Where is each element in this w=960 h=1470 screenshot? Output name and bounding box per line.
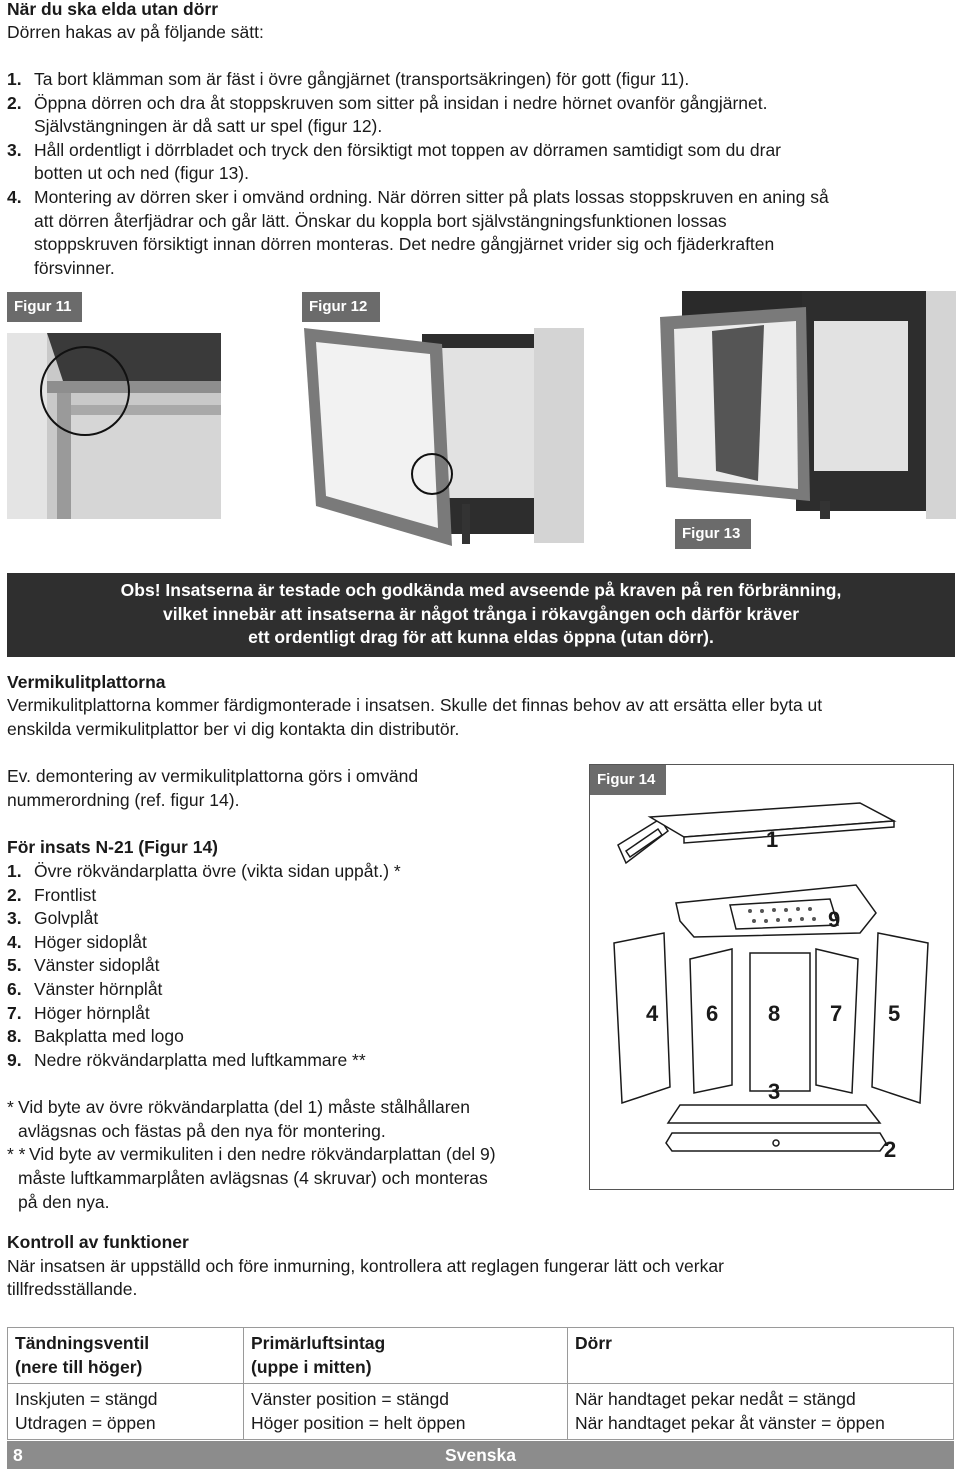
table-header-cell xyxy=(568,1328,954,1384)
step-text: botten ut och ned (figur 13). xyxy=(34,163,249,184)
header-line: (nere till höger) xyxy=(15,1356,143,1377)
parts-number: 1. xyxy=(7,861,22,881)
demontering-text: nummerordning (ref. figur 14). xyxy=(7,790,240,810)
cell-line: Utdragen = öppen xyxy=(15,1412,156,1433)
exploded-parts-diagram xyxy=(590,765,953,1189)
obs-line: Obs! Insatserna är testade och godkända med avseende på kraven på ren förbränning, xyxy=(120,580,842,600)
parts-number: 2. xyxy=(7,884,22,905)
parts-label: Höger sidoplåt xyxy=(34,931,147,952)
step-list xyxy=(0,68,960,283)
cell-line: När handtaget pekar åt vänster = öppen xyxy=(575,1412,885,1433)
vermikulit-text: enskilda vermikulitplattor ber vi dig kontakta din distributör. xyxy=(7,719,460,739)
intro-text: Dörren hakas av på följande sätt: xyxy=(7,22,264,42)
parts-number: 6. xyxy=(7,979,22,999)
parts-number: 9. xyxy=(7,1049,22,1070)
controls-table xyxy=(7,1327,954,1440)
figure-11-label: Figur 11 xyxy=(7,292,82,322)
vermikulit-heading: Vermikulitplattorna xyxy=(7,672,166,692)
step-number: 2. xyxy=(7,92,22,113)
figure-12-label: Figur 12 xyxy=(302,292,380,322)
vermikulit-text: Vermikulitplattorna kommer färdigmonterade i insatsen. Skulle det finnas behov av att ersätta eller byta ut xyxy=(7,695,823,715)
parts-label: Frontlist xyxy=(34,884,97,905)
parts-label: Höger hörnplåt xyxy=(34,1002,150,1023)
step-text: Ta bort klämman som är fäst i övre gångjärnet (transportsäkringen) för gott (figur 11). xyxy=(34,69,690,89)
step-number: 4. xyxy=(7,187,22,207)
demontering-text: Ev. demontering av vermikulitplattorna görs i omvänd xyxy=(7,766,419,786)
open-door-illustration xyxy=(302,328,584,550)
table-cell xyxy=(568,1384,954,1440)
table-row xyxy=(8,1384,954,1440)
page-number: 8 xyxy=(13,1445,23,1465)
part-label-2: 2 xyxy=(884,1137,897,1162)
step-number: 3. xyxy=(7,139,22,160)
parts-number: 8. xyxy=(7,1026,22,1047)
part-label-1: 1 xyxy=(766,827,779,852)
step-number: 1. xyxy=(7,69,22,89)
section-heading: När du ska elda utan dörr xyxy=(7,0,219,19)
note-2-text: på den nya. xyxy=(18,1192,110,1212)
table-header-cell xyxy=(244,1328,568,1384)
note-1-text: Vid byte av övre rökvändarplatta (del 1) måste stålhållaren xyxy=(18,1097,471,1117)
kontroll-text: När insatsen är uppställd och före inmurning, kontrollera att reglagen fungerar lätt och verkar xyxy=(7,1256,724,1276)
note-1-mark: * xyxy=(7,1097,14,1117)
table-header-row xyxy=(8,1328,954,1384)
kontroll-heading: Kontroll av funktioner xyxy=(7,1232,189,1252)
obs-line: vilket innebär att insatserna är något trånga i rökavgången och därför kräver xyxy=(162,603,800,624)
note-2-text: Vid byte av vermikuliten i den nedre rökvändarplattan (del 9) xyxy=(29,1144,496,1164)
parts-label: Golvplåt xyxy=(34,908,99,929)
cell-line: Inskjuten = stängd xyxy=(15,1389,158,1410)
step-text: Öppna dörren och dra åt stoppskruven som sitter på insidan i nedre hörnet ovanför gångjärnet. xyxy=(34,92,768,113)
obs-notice xyxy=(7,573,955,657)
part-label-8: 8 xyxy=(768,1001,781,1026)
part-label-6: 6 xyxy=(706,1001,719,1026)
step-text: försvinner. xyxy=(34,257,115,278)
header-line: Tändningsventil xyxy=(15,1333,150,1353)
step-text: Håll ordentligt i dörrbladet och tryck den försiktigt mot toppen av dörramen samtidigt som du drar xyxy=(34,139,782,160)
parts-label: Övre rökvändarplatta övre (vikta sidan uppåt.) * xyxy=(34,861,401,881)
parts-label: Bakplatta med logo xyxy=(34,1026,184,1047)
parts-label: Vänster hörnplåt xyxy=(34,979,163,999)
page-footer xyxy=(7,1441,954,1469)
header-line: Primärluftsintag xyxy=(251,1333,386,1353)
part-label-9: 9 xyxy=(828,907,841,932)
remove-door-illustration xyxy=(646,291,956,519)
table-cell xyxy=(8,1384,244,1440)
parts-list xyxy=(0,860,580,1075)
parts-number: 4. xyxy=(7,931,22,952)
parts-label: Nedre rökvändarplatta med luftkammare ** xyxy=(34,1049,366,1070)
hinge-closeup-illustration xyxy=(7,333,221,519)
header-line: (uppe i mitten) xyxy=(251,1356,372,1377)
footer-language: Svenska xyxy=(444,1445,517,1465)
table-cell xyxy=(244,1384,568,1440)
note-2-mark: * * xyxy=(7,1144,26,1164)
part-label-3: 3 xyxy=(768,1079,781,1104)
figure-13-photo xyxy=(646,291,956,519)
step-text: Självstängningen är då satt ur spel (figur 12). xyxy=(34,116,383,137)
step-text: stoppskruven försiktigt innan dörren monteras. Det nedre gångjärnet vrider sig och fjäderkraften xyxy=(34,234,775,255)
part-label-5: 5 xyxy=(888,1001,901,1026)
obs-line: ett ordentligt drag för att kunna eldas öppna (utan dörr). xyxy=(248,627,714,648)
figure-14-label: Figur 14 xyxy=(590,765,666,795)
table-header-cell xyxy=(8,1328,244,1384)
parts-number: 3. xyxy=(7,908,22,929)
figure-13-label: Figur 13 xyxy=(675,519,751,549)
kontroll-text: tillfredsställande. xyxy=(7,1279,138,1299)
header-line: Dörr xyxy=(575,1333,612,1353)
parts-label: Vänster sidoplåt xyxy=(34,955,160,976)
step-text: att dörren återfjädrar och går lätt. Önskar du koppla bort självstängningsfunktionen lossas xyxy=(34,210,727,231)
parts-number: 7. xyxy=(7,1002,22,1023)
note-1-text: avlägsnas och fästas på den nya för montering. xyxy=(18,1121,386,1141)
cell-line: När handtaget pekar nedåt = stängd xyxy=(575,1389,856,1410)
part-label-7: 7 xyxy=(830,1001,843,1026)
figure-12-photo xyxy=(302,328,584,550)
parts-heading: För insats N-21 (Figur 14) xyxy=(7,837,219,857)
step-text: Montering av dörren sker i omvänd ordning. När dörren sitter på plats lossas stoppskruven en aning så xyxy=(34,187,829,207)
cell-line: Höger position = helt öppen xyxy=(251,1412,466,1433)
figure-11-photo xyxy=(7,333,221,519)
note-2-text: måste luftkammarplåten avlägsnas (4 skruvar) och monteras xyxy=(18,1168,488,1188)
part-label-4: 4 xyxy=(646,1001,659,1026)
figure-14-frame xyxy=(589,764,954,1190)
cell-line: Vänster position = stängd xyxy=(251,1389,449,1410)
parts-number: 5. xyxy=(7,955,22,976)
